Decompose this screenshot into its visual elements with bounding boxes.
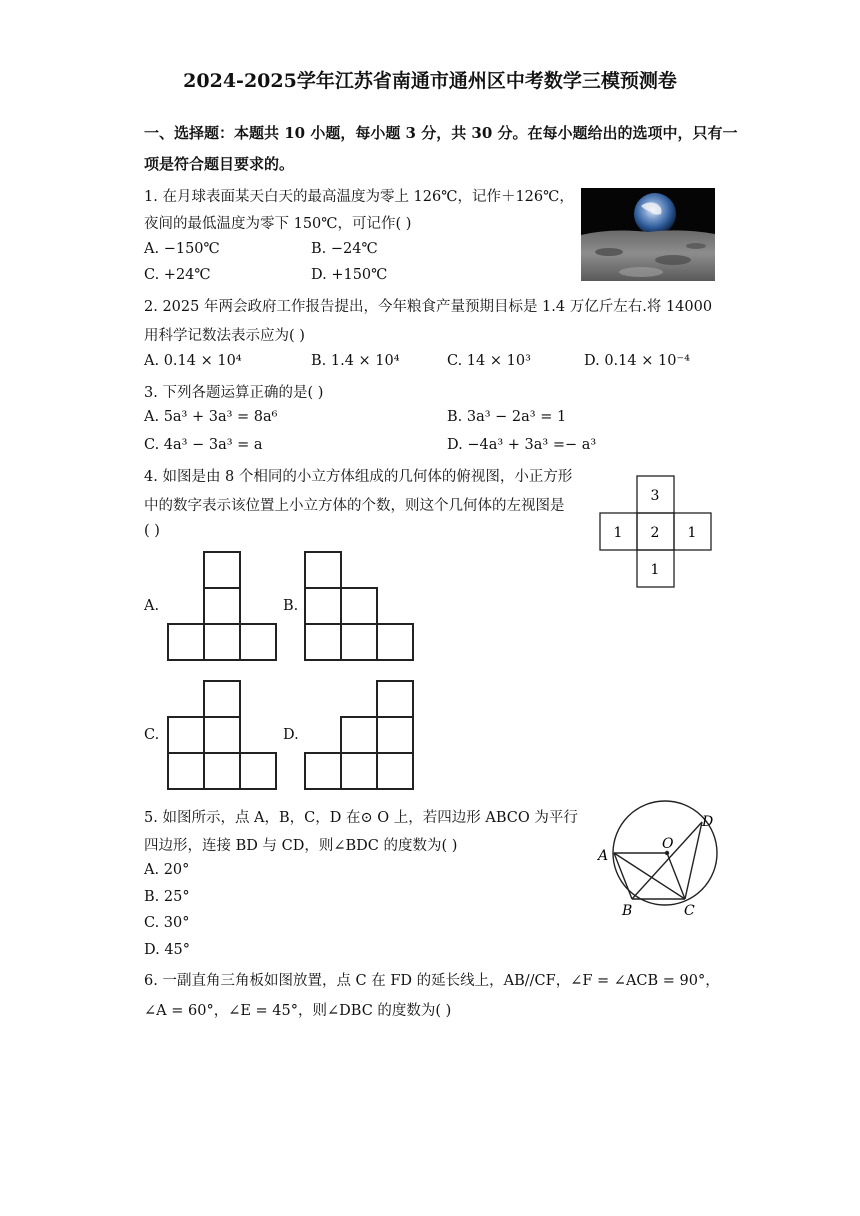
point-c-label: C: [684, 903, 695, 916]
q1-stem-line1: 1. 在月球表面某天白天的最高温度为零上 126℃，记作＋126℃，: [144, 189, 574, 205]
q5-stem-line2: 四边形，连接 BD 与 CD，则∠BDC 的度数为( ): [144, 838, 458, 854]
q3-option-d: D. −4a³ + 3a³ =− a³: [447, 437, 597, 453]
page-title: 2024-2025学年江苏省南通市通州区中考数学三模预测卷: [183, 70, 677, 92]
circle-figure: [592, 796, 722, 916]
q4-option-a-figure: [164, 548, 280, 664]
point-d-label: D: [702, 814, 714, 830]
q2-option-d: D. 0.14 × 10⁻⁴: [584, 353, 690, 369]
q3-option-b: B. 3a³ − 2a³ = 1: [447, 409, 567, 425]
q1-option-c: C. +24℃: [144, 267, 211, 283]
q6-stem-line2: ∠A = 60°，∠E = 45°，则∠DBC 的度数为( ): [144, 1003, 452, 1019]
grid-number-top: 3: [650, 488, 660, 504]
q4-option-b-label: B.: [283, 598, 299, 614]
q5-option-c: C. 30°: [144, 915, 190, 931]
q2-option-b: B. 1.4 × 10⁴: [311, 353, 400, 369]
q2-stem-line1: 2. 2025 年两会政府工作报告提出，今年粮食产量预期目标是 1.4 万亿斤左右.将 14000: [144, 299, 713, 315]
q6-stem-line1: 6. 一副直角三角板如图放置，点 C 在 FD 的延长线上，AB//CF，∠F = ∠ACB = 90°，: [144, 973, 720, 989]
q4-option-b-figure: [301, 548, 417, 664]
section-heading-line2: 项是符合题目要求的。: [144, 155, 295, 173]
q2-option-c: C. 14 × 10³: [447, 353, 531, 369]
q1-option-a: A. −150℃: [144, 241, 220, 257]
q3-option-c: C. 4a³ − 3a³ = a: [144, 437, 263, 453]
q5-option-d: D. 45°: [144, 942, 191, 958]
q4-option-c-figure: [164, 677, 280, 793]
q5-stem-line1: 5. 如图所示，点 A，B，C，D 在⊙ O 上，若四边形 ABCO 为平行: [144, 810, 578, 826]
q3-stem: 3. 下列各题运算正确的是( ): [144, 385, 324, 401]
grid-number-left: 1: [613, 525, 623, 541]
q2-option-a: A. 0.14 × 10⁴: [144, 353, 242, 369]
grid-number-right: 1: [687, 525, 697, 541]
q5-option-b: B. 25°: [144, 889, 190, 905]
q5-option-a: A. 20°: [144, 862, 190, 878]
top-view-grid: [598, 475, 714, 589]
q4-stem-line2: 中的数字表示该位置上小立方体的个数，则这个几何体的左视图是: [144, 498, 565, 514]
q1-stem-line2: 夜间的最低温度为零下 150℃，可记作( ): [144, 216, 412, 232]
grid-number-bottom: 1: [650, 562, 660, 578]
point-o-label: O: [662, 836, 674, 852]
q4-option-a-label: A.: [144, 598, 160, 614]
q2-stem-line2: 用科学记数法表示应为( ): [144, 328, 305, 344]
grid-number-center: 2: [650, 525, 660, 541]
point-a-label: A: [598, 848, 609, 864]
earthrise-photo: [581, 188, 715, 281]
q4-option-c-label: C.: [144, 727, 160, 743]
q1-option-d: D. +150℃: [311, 267, 388, 283]
q3-option-a: A. 5a³ + 3a³ = 8a⁶: [144, 409, 278, 425]
section-heading-line1: 一、选择题：本题共 10 小题，每小题 3 分，共 30 分。在每小题给出的选项中，只有一: [144, 124, 738, 142]
point-b-label: B: [622, 903, 633, 916]
q4-stem-line3: ( ): [144, 523, 160, 539]
q4-option-d-figure: [301, 677, 417, 793]
q1-option-b: B. −24℃: [311, 241, 378, 257]
q4-option-d-label: D.: [283, 727, 299, 743]
q4-stem-line1: 4. 如图是由 8 个相同的小立方体组成的几何体的俯视图，小正方形: [144, 469, 573, 485]
